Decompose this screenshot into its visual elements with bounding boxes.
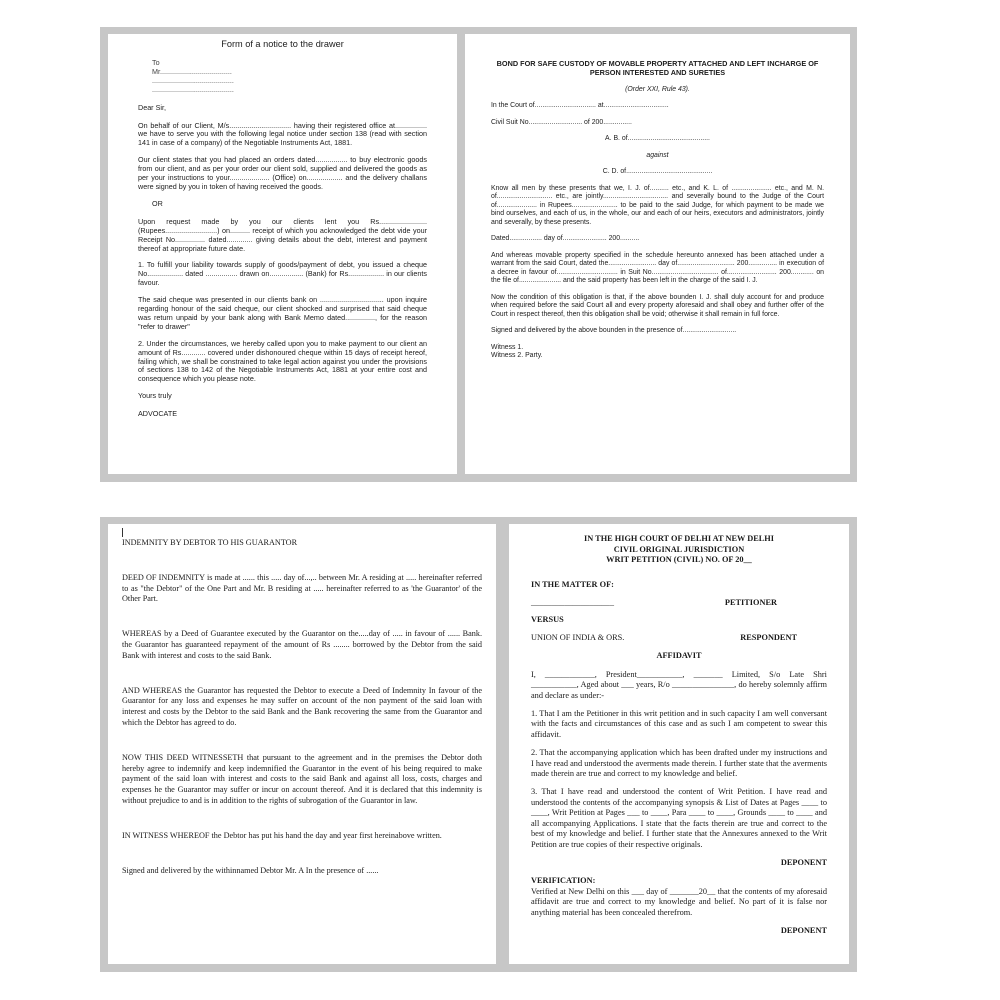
versus-label: VERSUS <box>531 614 564 624</box>
salutation: Dear Sir, <box>138 102 166 112</box>
paragraph: AND WHEREAS the Guarantor has requested the Debtor to execute a Deed of Indemnity In favour of the Guarantor for any loss and expenses he may suffer on account of the non payment of the said loan with interest and costs by the Debtor to the said Bank and the Bank recovering the same from the Guarantor and which the Debtor has agreed to do. <box>122 685 482 727</box>
matter-heading: IN THE MATTER OF: <box>531 579 614 589</box>
signed-line: Signed and delivered by the above bounden in the presence of............................ <box>491 327 737 335</box>
suit-line: Civil Suit No............................ of 200............... <box>491 118 632 126</box>
paragraph: 2. That the accompanying application which has been drafted under my instructions and I have read and understood the averments made therein. I further state that the averments made therein are true and correct to my knowledge and belief. <box>531 748 827 779</box>
paragraph: Verified at New Delhi on this ___ day of _______20__ that the contents of my aforesaid affidavit are true and correct to my knowledge and belief. No part of it is false nor anything material has been concealed therefrom. <box>531 886 827 917</box>
paragraph: 1. That I am the Petitioner in this writ petition and in such capacity I am well conversant with the facts and circumstances of this case and as such I am competent to swear this affidavit. <box>531 709 827 739</box>
or-separator: OR <box>152 198 163 208</box>
paragraph: Upon request made by you our clients lent you Rs........................ (Rupees..........................) on.......... receipt of which you acknowledged the debt vide your Receipt No............... dated............. giving details about the debt, interest and payment thereof at appropriate future date. <box>138 216 427 253</box>
paragraph: Know all men by these presents that we, I. J. of.......... etc., and K. L. of ..................... etc., and M. N. of............................. etc., are jointly.................................. and severally bound to the Judge of the Court of..................... in Rupees........................ to be paid to the said Judge, for which payment to be made we bind ourselves, and each of us, in the whole, our and each of our heirs, executors and administrators, jointly and severally, by these presents. <box>491 184 824 226</box>
paragraph: 1. To fulfill your liability towards supply of goods/payment of debt, you issued a cheque No.................. dated ................ drawn on................. (Bank) for Rs.................. in our clients favour. <box>138 260 427 288</box>
respondent-label: RESPONDENT <box>740 633 797 642</box>
party-cd: C. D. of............................................. <box>602 168 713 176</box>
deponent-label: DEPONENT <box>780 925 827 935</box>
paragraph: 3. That I have read and understood the content of Writ Petition. I have read and understood the contents of the accompanying synopsis & List of Dates at Pages ____ to ____, Writ Petition at Pages ___ to ____, Para ____ to ____, Grounds ____ to ____ and all accompanying Applications. I state that the facts therein are true and correct to the best of my knowledge and belief. I further state that the Annexures annexed to the Writ Petition are true copies of their respective originals. <box>531 787 827 849</box>
verification-heading: VERIFICATION: <box>531 876 596 886</box>
indemnity-page <box>108 524 496 964</box>
closing: Yours truly <box>138 391 172 401</box>
party-ab: A. B. of........................................... <box>605 135 710 143</box>
page-title: Form of a notice to the drawer <box>221 39 344 49</box>
witness-line: Witness 1. <box>491 343 524 351</box>
respondent-name: UNION OF INDIA & ORS. <box>531 633 625 642</box>
signature: ADVOCATE <box>138 409 178 419</box>
address-block: To Mr.................................... ......................................... ......................................... <box>152 58 234 94</box>
paragraph: 2. Under the circumstances, we hereby called upon you to make payment to our client an amount of Rs............ covered under dishonoured cheque within 15 days of receipt hereof, failing which, we shall be constrained to take legal action against you under the provisions of sections 138 to 142 of the Negotiable Instruments Act, 1881 at your entire cost and consequence which you please note. <box>138 338 427 384</box>
paragraph: DEED OF INDEMNITY is made at ...... this ..... day of...,.. between Mr. A residing at ..... hereinafter referred to as "the Debtor" of the One Part and Mr. B residing at ..... hereinafter referred to as 'the Guarantor' of the Other Part. <box>122 572 482 604</box>
paragraph: Now the condition of this obligation is that, if the above bounden I. J. shall duly account for and produce when required before the said Court all and every property aforesaid and shall obey and further offer of the Court in respect thereof, then this obligation shall be void; otherwise it shall remain in full force. <box>491 293 824 318</box>
paragraph: The said cheque was presented in our clients bank on ................................ upon inquire regarding honour of the said cheque, our client shocked and surprised that said cheque was return unpaid by your bank along with Bank Memo dated..............., for the reason "refer to drawer" <box>138 295 427 331</box>
notice-page <box>108 34 457 474</box>
court-header: IN THE HIGH COURT OF DELHI AT NEW DELHI CIVIL ORIGINAL JURISDICTION WRIT PETITION (CIVIL) NO. OF 20__ <box>584 534 774 565</box>
paragraph: NOW THIS DEED WITNESSETH that pursuant to the agreement and in the premises the Debtor doth hereby agree to indemnify and keep indemnified the Guarantor in the event of his being required to make payment of the said loan with interest and costs to the said Bank and against all loss, costs, charges and expenses he the Guarantor may suffer or incur on account thereof. And it is declared that this indemnity is without prejudice to and is in addition to the rights of subrogation of the Guarantor in law. <box>122 752 482 805</box>
paragraph: IN WITNESS WHEREOF the Debtor has put his hand the day and year first hereinabove written. <box>122 830 442 840</box>
paragraph: Signed and delivered by the withinnamed Debtor Mr. A In the presence of ...... <box>122 865 379 875</box>
text-cursor <box>122 528 123 537</box>
court-line: In the Court of................................ at.................................. <box>491 102 669 110</box>
paragraph: And whereas movable property specified in the schedule hereunto annexed has been attached under a warrant from the said Court, dated the......................... day of.............................. 200............... in execution of a decree in favour of................................ in Suit No................................... of.......................... 200............ on the file of...................... and the said property has been left in the charge of the said I. J. <box>491 251 824 285</box>
deponent-label: DEPONENT <box>780 857 827 867</box>
against-label: against <box>646 151 669 159</box>
affidavit-heading: AFFIDAVIT <box>656 651 702 661</box>
page-title: BOND FOR SAFE CUSTODY OF MOVABLE PROPERTY ATTACHED AND LEFT INCHARGE OF PERSON INTERESTED AND SURETIES <box>496 59 819 77</box>
paragraph: I, ____________, President___________, _______ Limited, S/o Late Shri ___________, Aged about ___ years, R/o _______________, do hereby solemnly affirm and declare as under:- <box>531 669 827 700</box>
petitioner-blank: ____________________ <box>531 598 614 608</box>
petition-page <box>509 524 849 964</box>
paragraph: Our client states that you had placed an orders dated................ to buy electronic goods from our client, and as per your order our client sold, supplied and delivered the goods as per your instructions to your.................... (Office) on.................. and the delivery challans were signed by you in token of having received the goods. <box>138 155 427 191</box>
dated-line: Dated................. day of....................... 200.......... <box>491 235 640 243</box>
witness-line: Witness 2. Party. <box>491 352 543 360</box>
paragraph: On behalf of our Client, M/s............................... having their registered office at................ we have to serve you with the following legal notice under section 138 (read with section 141 in case of a company) of the Negotiable Instruments Act, 1881. <box>138 120 427 148</box>
petitioner-label: PETITIONER <box>724 598 777 608</box>
paragraph: WHEREAS by a Deed of Guarantee executed by the Guarantor on the.....day of ..... in favour of ...... Bank. the Guarantor has guaranteed repayment of the amount of Rs ........ borrowed by the Debtor from the said Bank with interest and costs to the said Bank. <box>122 629 482 660</box>
page-title: INDEMNITY BY DEBTOR TO HIS GUARANTOR <box>122 538 298 547</box>
order-reference: (Order XXI, Rule 43). <box>625 85 690 93</box>
bond-page <box>465 34 850 474</box>
